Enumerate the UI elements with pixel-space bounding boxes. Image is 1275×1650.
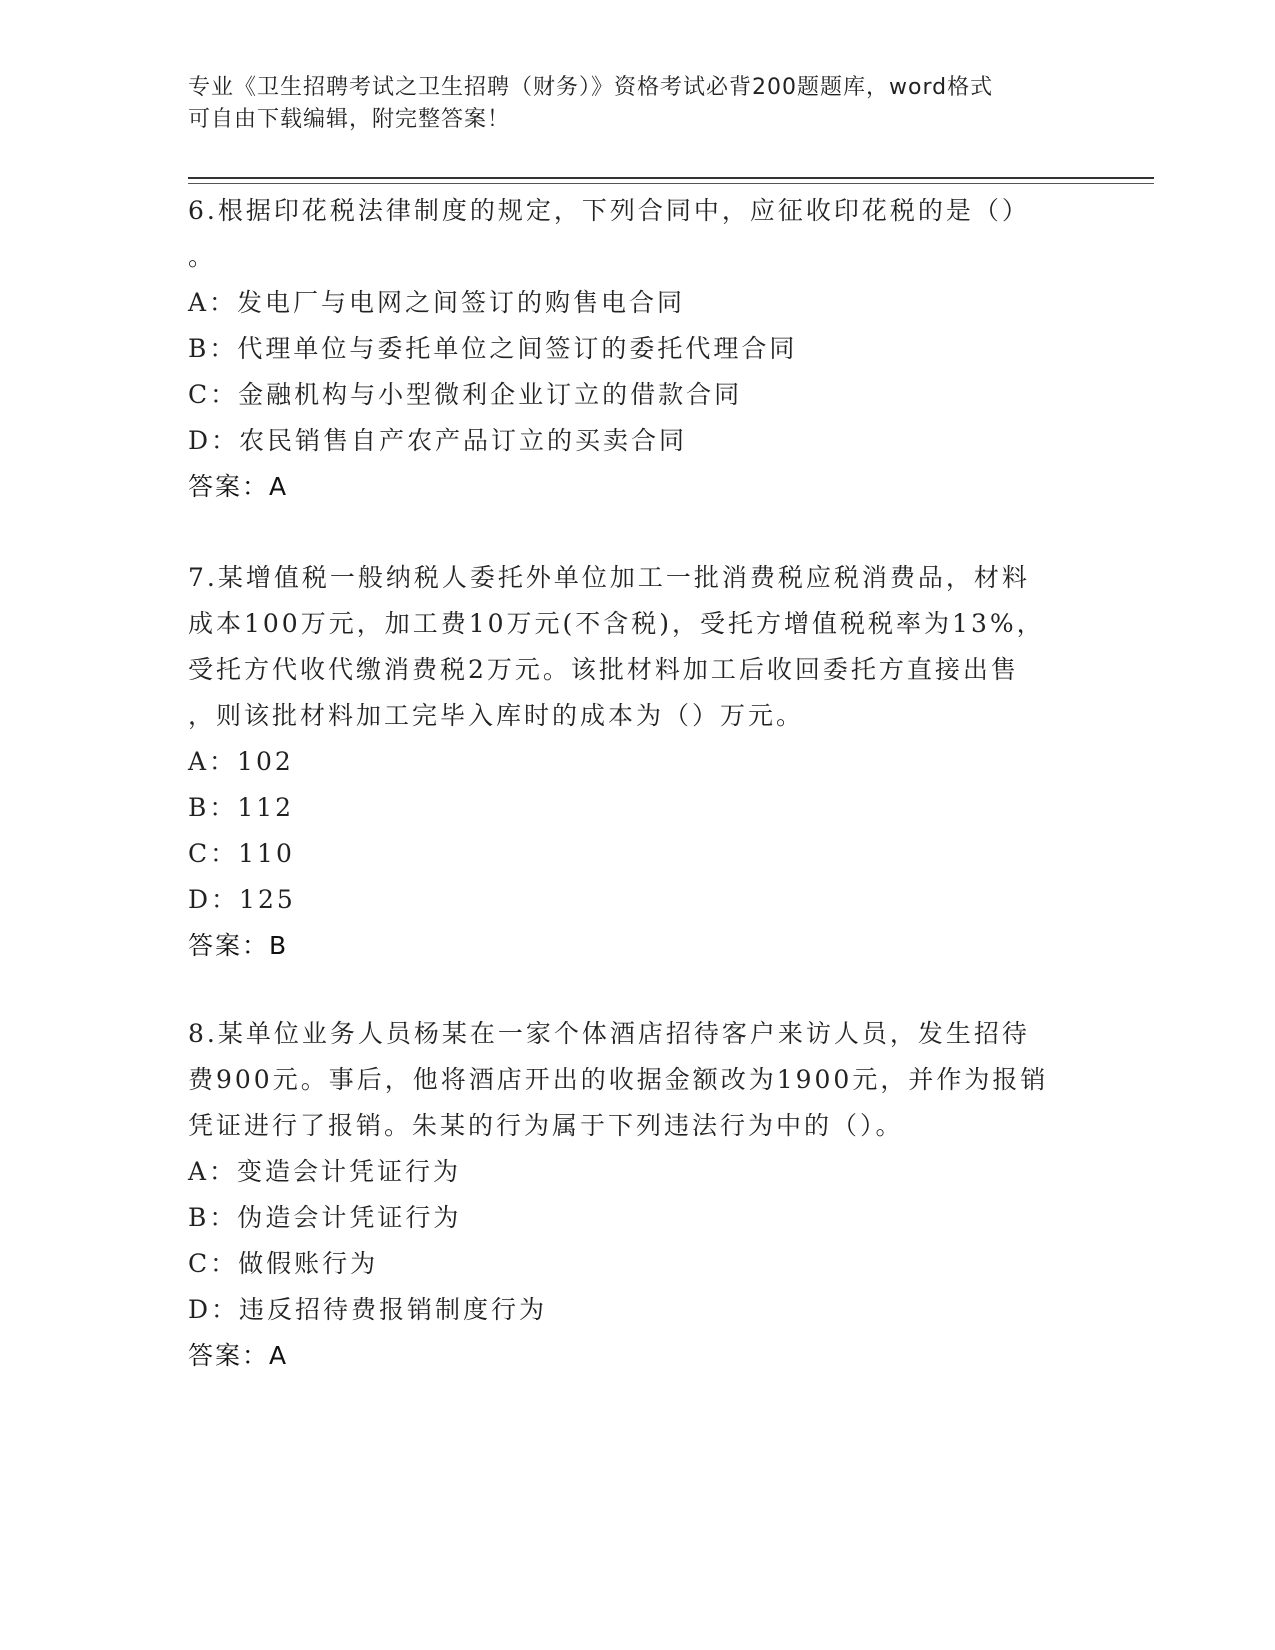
answer-label: 答案：A [188,1341,289,1370]
option-a: A：变造会计凭证行为 [188,1157,462,1186]
option-a: A：发电厂与电网之间签订的购售电合同 [188,288,686,317]
question-stem-line: 成本100万元，加工费10万元(不含税)，受托方增值税税率为13%， [188,609,1045,638]
header-line-1: 专业《卫生招聘考试之卫生招聘（财务）》资格考试必背200题题库，word格式 [188,75,994,100]
header-divider-thick [188,177,1154,179]
question-stem-line: 凭证进行了报销。朱某的行为属于下列违法行为中的（）。 [188,1111,904,1140]
question-stem-line: 。 [188,242,217,271]
option-b: B：112 [188,793,295,822]
question-stem-line: 受托方代收代缴消费税2万元。该批材料加工后收回委托方直接出售 [188,655,1019,684]
option-c: C：110 [188,839,295,868]
answer-label: 答案：B [188,931,289,960]
option-d: D：违反招待费报销制度行为 [188,1295,548,1324]
option-d: D：农民销售自产农产品订立的买卖合同 [188,426,688,455]
header-divider-thin [188,183,1154,184]
option-a: A：102 [188,747,294,776]
question-stem-line: 费900元。事后，他将酒店开出的收据金额改为1900元，并作为报销 [188,1065,1049,1094]
question-stem-line: 8.某单位业务人员杨某在一家个体酒店招待客户来访人员，发生招待 [188,1019,1030,1048]
option-d: D：125 [188,885,296,914]
option-c: C：做假账行为 [188,1249,379,1278]
question-6 [188,188,1088,510]
option-b: B：伪造会计凭证行为 [188,1203,462,1232]
answer-label: 答案：A [188,472,289,501]
option-b: B：代理单位与委托单位之间签订的委托代理合同 [188,334,798,363]
option-c: C：金融机构与小型微利企业订立的借款合同 [188,380,743,409]
document-header [188,72,1068,136]
question-7 [188,555,1088,969]
question-stem-line: ，则该批材料加工完毕入库时的成本为（）万元。 [188,701,805,730]
question-8 [188,1011,1088,1379]
question-stem-line: 6.根据印花税法律制度的规定，下列合同中，应征收印花税的是（） [188,196,1030,225]
header-line-2: 可自由下载编辑，附完整答案！ [188,107,511,132]
question-stem-line: 7.某增值税一般纳税人委托外单位加工一批消费税应税消费品，材料 [188,563,1030,592]
